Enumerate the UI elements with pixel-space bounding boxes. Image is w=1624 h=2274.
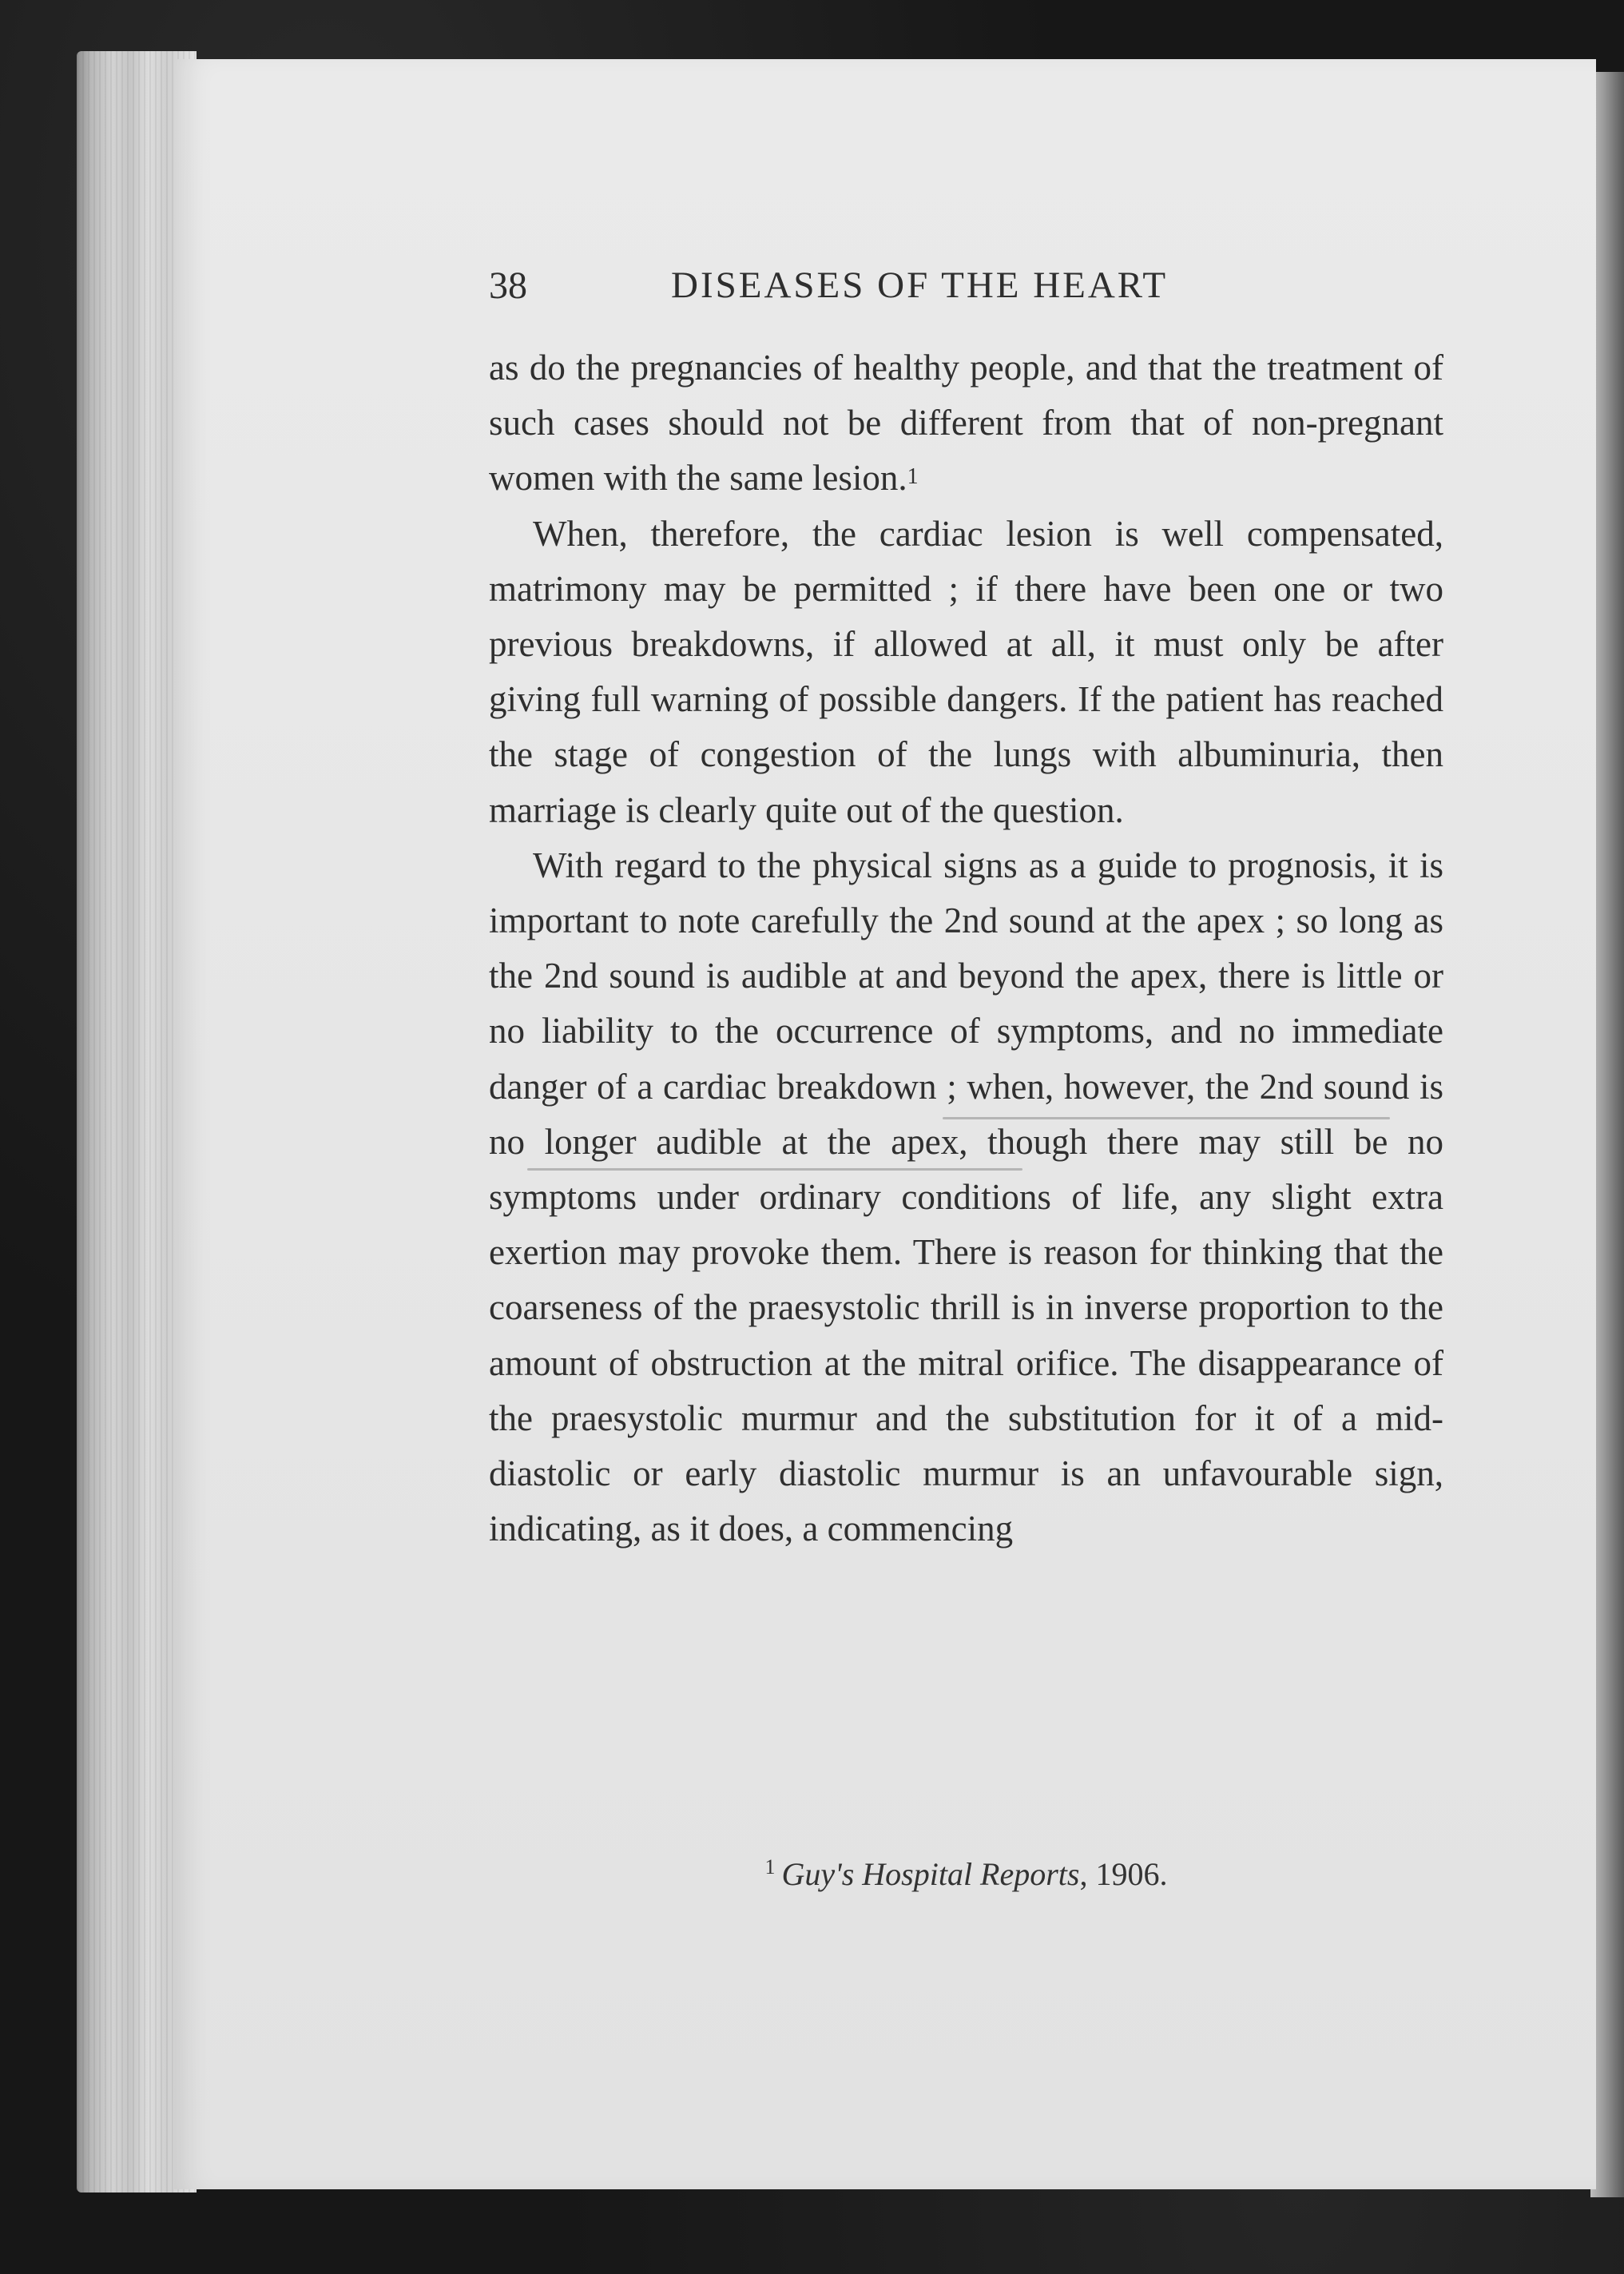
paragraph-1 [489,340,1443,507]
page-header [489,264,1455,312]
footnote-year: , 1906. [1079,1856,1168,1892]
footnote-reference: 1 [907,464,919,490]
page-number: 38 [489,264,527,307]
paragraph-3: With regard to the physical signs as a guide to prognosis, it is important to note carefully the 2nd sound at the apex ; so long as the 2nd sound is audible at and beyond the apex, there is little or no liability to the occurrence of symptoms, and no immediate danger of a cardiac breakdown ; when, however, the 2nd sound is no longer audible at the apex, though there may still be no symptoms under ordinary conditions of life, any slight extra exertion may provoke them. There is reason for thinking that the coarseness of the praesystolic thrill is in inverse proportion to the amount of obstruction at the mitral orifice. The disappearance of the praesystolic murmur and the substitution for it of a mid-diastolic or early diastolic murmur is an unfavourable sign, indicating, as it does, a commencing [489,845,1443,1549]
pencil-underline [527,1168,1022,1171]
running-head: DISEASES OF THE HEART [671,264,1169,306]
footnote [489,1855,1443,1893]
paragraph-2: When, therefore, the cardiac lesion is well compensated, matrimony may be permitted ; if there have been one or two previous breakdowns, if allowed at all, it must only be after giving full warning of possible dangers. If the patient has reached the stage of congestion of the lungs with albuminuria, then marriage is clearly quite out of the question. [489,513,1443,830]
pencil-underline [943,1117,1390,1119]
paragraph-1-text: as do the pregnancies of healthy people, and that the treatment of such cases should not be different from that of non-pregnant women with the same lesion. [489,348,1443,499]
footnote-source: Guy's Hospital Reports [781,1856,1080,1892]
footnote-mark: 1 [764,1855,776,1878]
body-text [489,340,1443,1556]
